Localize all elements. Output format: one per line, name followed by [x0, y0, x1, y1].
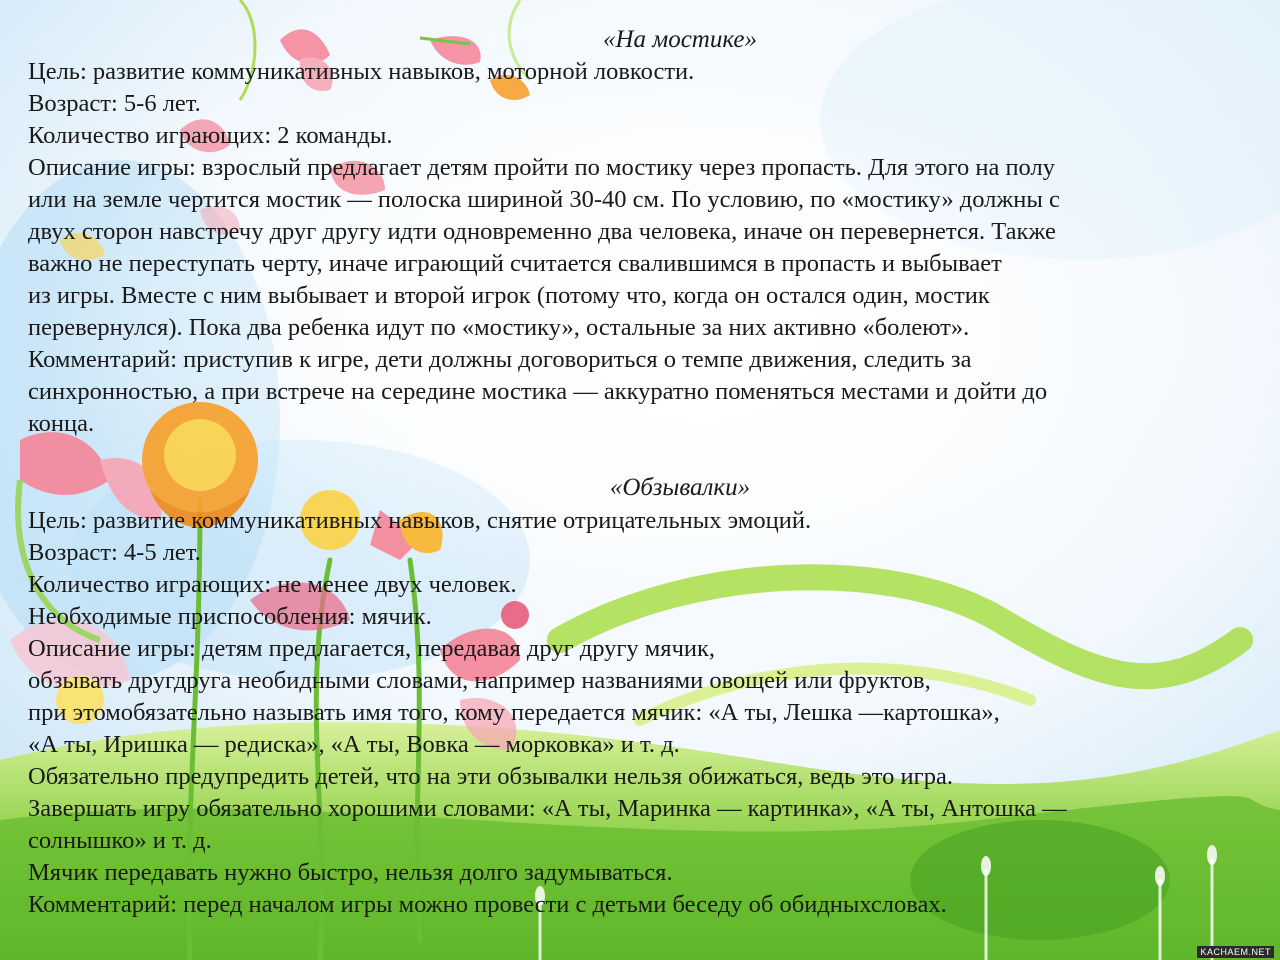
game2-line: Количество играющих: не менее двух человек.	[28, 571, 517, 598]
game1-line: синхронностью, а при встрече на середине мостика — аккуратно поменяться местами и дойти до	[28, 378, 1048, 405]
game2-line: Возраст: 4-5 лет.	[28, 539, 201, 566]
game2-line: обзывать другдруга необидными словами, например названиями овощей или фруктов,	[28, 667, 931, 694]
game2-line: Необходимые приспособления: мячик.	[28, 603, 432, 630]
game1-line: Цель: развитие коммуникативных навыков, моторной ловкости.	[28, 58, 695, 85]
game1-line: Описание игры: взрослый предлагает детям пройти по мостику через пропасть. Для этого на полу	[28, 154, 1055, 181]
game1-line: двух сторон навстречу друг другу идти одновременно два человека, иначе он перевернется. Также	[28, 218, 1056, 245]
game2-line: «А ты, Иришка — редиска», «А ты, Вовка — морковка» и т. д.	[28, 731, 680, 758]
game2-line: Описание игры: детям предлагается, передавая друг другу мячик,	[28, 635, 716, 662]
game1-line: Комментарий: приступив к игре, дети должны договориться о темпе движения, следить за	[28, 346, 972, 373]
game1-line: Количество играющих: 2 команды.	[28, 122, 393, 149]
game1-line: важно не переступать черту, иначе играющий считается свалившимся в пропасть и выбывает	[28, 250, 1002, 277]
game2-line: Мячик передавать нужно быстро, нельзя долго задумываться.	[28, 859, 673, 886]
game2-line: Обязательно предупредить детей, что на эти обзывалки нельзя обижаться, ведь это игра.	[28, 763, 953, 790]
game2-title: «Обзывалки»	[609, 474, 751, 501]
game2-line: Цель: развитие коммуникативных навыков, снятие отрицательных эмоций.	[28, 507, 812, 534]
game1-line: перевернулся). Пока два ребенка идут по «мостику», остальные за них активно «болеют».	[28, 314, 970, 341]
game1-line: Возраст: 5-6 лет.	[28, 90, 201, 117]
game1-line: конца.	[28, 410, 95, 437]
game1-line: или на земле чертится мостик — полоска шириной 30-40 см. По условию, по «мостику» должны с	[28, 186, 1060, 213]
watermark: KACHAEM.NET	[1197, 946, 1274, 958]
game2-line: Комментарий: перед началом игры можно провести с детьми беседу об обидныхсловах.	[28, 891, 947, 918]
game2-line: при этомобязательно называть имя того, кому передается мячик: «А ты, Лешка —картошка»,	[28, 699, 1000, 726]
game2-line: солнышко» и т. д.	[28, 827, 212, 854]
game2-line: Завершать игру обязательно хорошими словами: «А ты, Маринка — картинка», «А ты, Антошка —	[28, 795, 1067, 822]
game1-title: «На мостике»	[602, 26, 758, 53]
game1-line: из игры. Вместе с ним выбывает и второй игрок (потому что, когда он остался один, мостик	[28, 282, 990, 309]
